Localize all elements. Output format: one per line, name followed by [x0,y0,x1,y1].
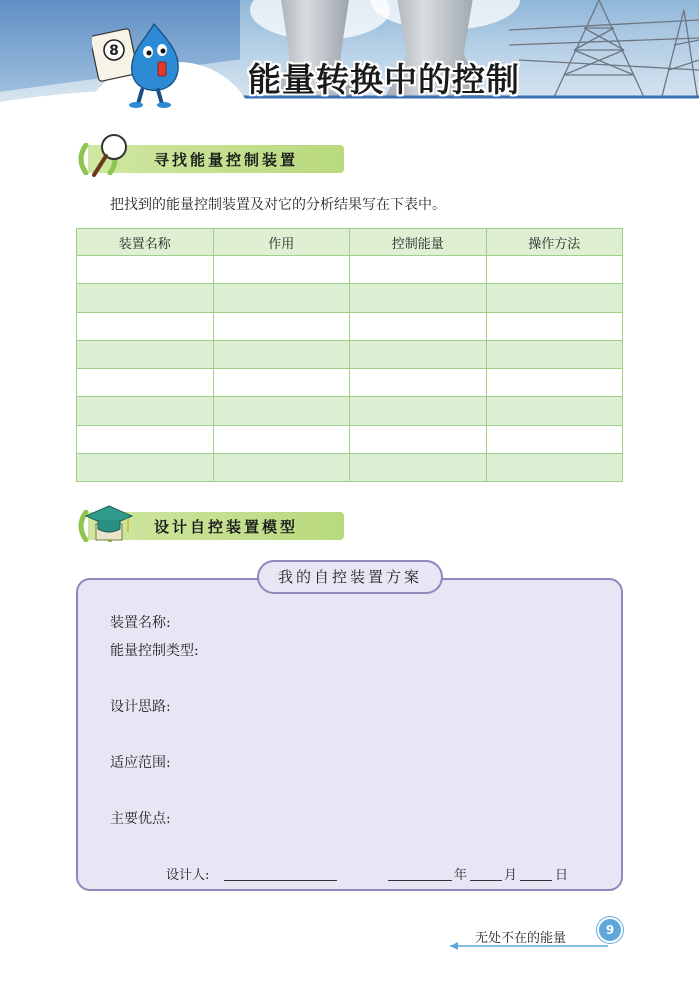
year-blank-line[interactable] [388,880,452,881]
table-cell[interactable] [350,454,487,482]
table-cell[interactable] [213,425,350,453]
field-device-name: 装置名称: [110,615,171,631]
table-cell[interactable] [486,369,623,397]
page-title: 能量转换中的控制 [248,60,520,99]
table-row [77,284,623,312]
table-cell[interactable] [213,454,350,482]
section-header-find-devices [74,143,344,175]
table-cell[interactable] [213,284,350,312]
table-cell[interactable] [350,284,487,312]
column-header-controlled-energy: 控制能量 [350,229,487,256]
table-cell[interactable] [77,369,214,397]
table-cell[interactable] [350,397,487,425]
instruction-text: 把找到的能量控制装置及对它的分析结果写在下表中。 [110,197,446,213]
column-header-function: 作用 [213,229,350,256]
table-cell[interactable] [350,340,487,368]
magnifier-icon [88,131,132,181]
table-cell[interactable] [77,454,214,482]
arrow-left-icon [448,940,610,950]
table-row [77,397,623,425]
table-cell[interactable] [213,369,350,397]
table-row [77,256,623,284]
table-cell[interactable] [77,340,214,368]
table-header-row [77,229,623,256]
designer-blank-line[interactable] [224,880,337,881]
table-row [77,369,623,397]
table-cell[interactable] [77,425,214,453]
section-title: 设计自控装置模型 [154,518,299,536]
day-blank-line[interactable] [520,880,552,881]
device-table [76,228,623,482]
table-cell[interactable] [486,284,623,312]
book-title: 无处不在的能量 [475,931,567,946]
section-header-design-model [74,510,344,542]
table-cell[interactable] [350,425,487,453]
table-cell[interactable] [350,256,487,284]
table-cell[interactable] [350,369,487,397]
table-cell[interactable] [213,312,350,340]
field-application-scope: 适应范围: [110,755,171,771]
graduation-cap-icon [84,502,134,546]
table-cell[interactable] [77,256,214,284]
day-label: 日 [555,868,569,883]
table-row [77,425,623,453]
table-cell[interactable] [213,340,350,368]
mascot-illustration [92,18,188,108]
table-cell[interactable] [77,312,214,340]
field-main-advantages: 主要优点: [110,811,171,827]
table-cell[interactable] [213,256,350,284]
table-cell[interactable] [486,340,623,368]
table-cell[interactable] [350,312,487,340]
column-header-operation: 操作方法 [486,229,623,256]
plan-card-title: 我的自控装置方案 [257,560,443,594]
section-title: 寻找能量控制装置 [154,151,299,169]
table-row [77,454,623,482]
designer-label: 设计人: [166,868,210,883]
table-cell[interactable] [213,397,350,425]
table-cell[interactable] [77,397,214,425]
table-cell[interactable] [77,284,214,312]
table-cell[interactable] [486,425,623,453]
field-energy-control-type: 能量控制类型: [110,643,199,659]
chapter-number-icon [104,40,124,60]
year-label: 年 [454,868,468,883]
table-cell[interactable] [486,454,623,482]
table-cell[interactable] [486,256,623,284]
table-cell[interactable] [486,312,623,340]
month-label: 月 [504,868,518,883]
month-blank-line[interactable] [470,880,502,881]
field-design-idea: 设计思路: [110,699,171,715]
table-cell[interactable] [486,397,623,425]
page-number: 9 [597,917,623,943]
svg-text:8: 8 [109,43,119,59]
table-row [77,312,623,340]
table-row [77,340,623,368]
column-header-device-name: 装置名称 [77,229,214,256]
